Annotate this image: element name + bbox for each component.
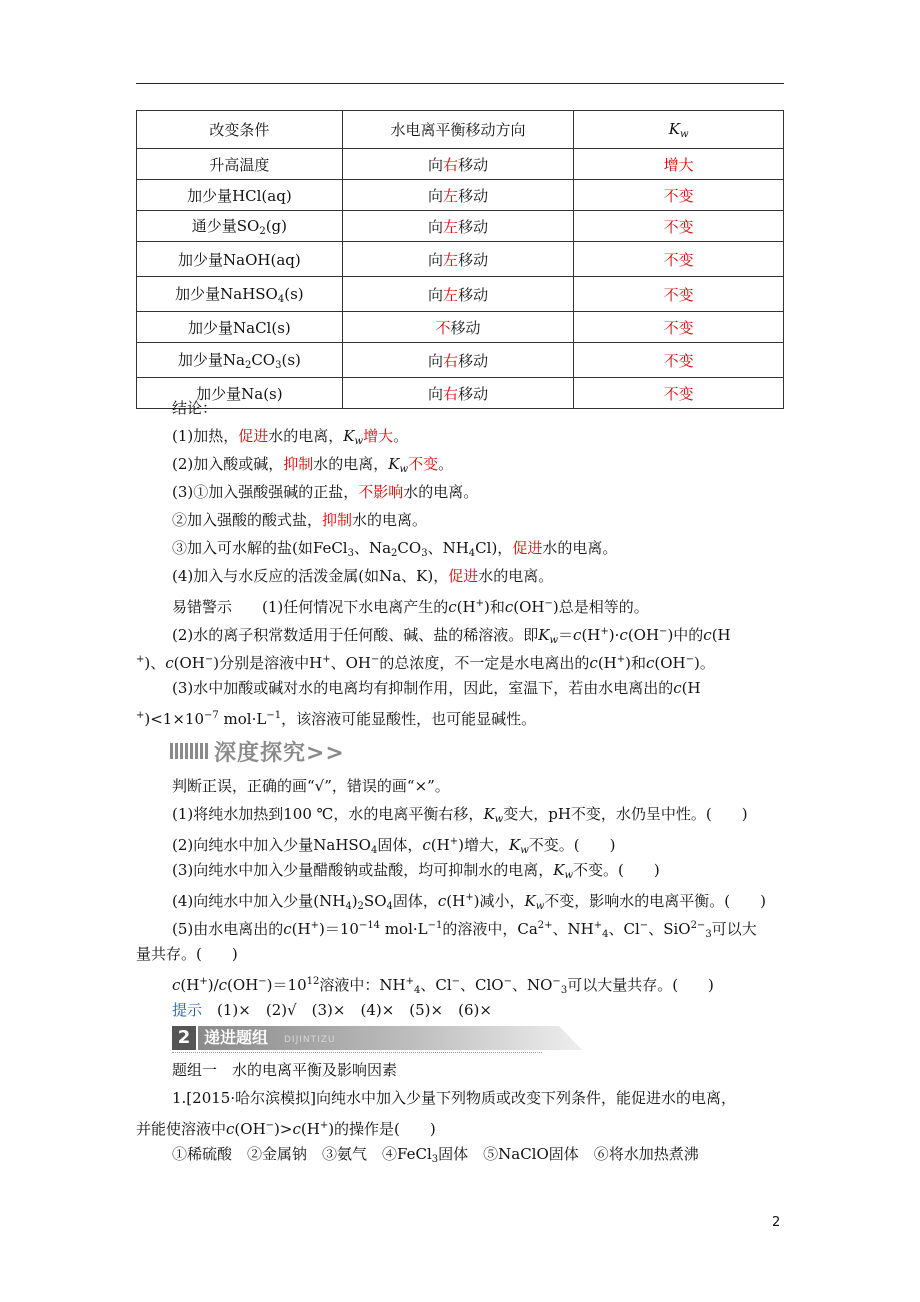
water-ionization-table	[136, 110, 784, 409]
section-number-badge: 2	[172, 1026, 196, 1050]
row-condition: 加少量HCl(aq)	[137, 180, 343, 211]
group-title: 题组一 水的电离平衡及影响因素	[172, 1061, 398, 1079]
exercise-1-line-1: 1.[2015·哈尔滨模拟]向纯水中加入少量下列物质或改变下列条件，能促进水的电离，	[172, 1089, 736, 1107]
warning-line-3: +)、c(OH−)分别是溶液中H+、OH−的总浓度，不一定是水电离出的c(H+)和c(OH−)。	[136, 654, 715, 672]
row-direction: 不移动	[342, 312, 574, 343]
row-condition: 加少量Na(s)	[137, 378, 343, 409]
header-kw: $K_w$	[574, 111, 784, 149]
row-condition: 加少量$Na_2CO_3(s)$	[137, 343, 343, 378]
row-kw: 不变	[574, 277, 784, 312]
row-kw: 不变	[574, 242, 784, 277]
conclusion-line-3: (3)①加入强酸强碱的正盐，不影响水的电离。	[172, 483, 479, 501]
row-condition: 升高温度	[137, 149, 343, 180]
table-row	[137, 180, 784, 211]
table-row	[137, 343, 784, 378]
row-condition: 加少量NaOH(aq)	[137, 242, 343, 277]
banner-subtitle: DIJINTIZU	[284, 1035, 336, 1045]
tip-line	[172, 1000, 492, 1020]
row-direction: 向左移动	[342, 277, 574, 312]
banner-title: 递进题组	[204, 1028, 269, 1047]
banner-stripes-icon	[170, 743, 210, 759]
row-condition: 加少量NaCl(s)	[137, 312, 343, 343]
row-direction: 向左移动	[342, 180, 574, 211]
header-condition: 改变条件	[137, 111, 343, 149]
warning-line-5: $^+)<1\times 10^{-7}$ $mol\cdot L^{-1}$，该溶液可能显酸性，也可能显碱性。	[136, 710, 537, 728]
row-kw: 不变	[574, 312, 784, 343]
header-direction: 水电离平衡移动方向	[342, 111, 574, 149]
header-rule	[136, 83, 784, 84]
question-1: (1)将纯水加热到100 ℃，水的电离平衡右移，$K_w$变大，pH不变，水仍呈中性。( )	[172, 805, 748, 825]
row-direction: 向右移动	[342, 343, 574, 378]
question-5-cont: 量共存。( )	[136, 945, 238, 963]
row-kw: 不变	[574, 211, 784, 242]
warning-line-1: 易错警示 (1)任何情况下水电离产生的c(H+)和c(OH−)总是相等的。	[172, 598, 649, 616]
banner-title: 深度探究>>	[214, 740, 345, 766]
row-kw: 不变	[574, 378, 784, 409]
row-kw: 不变	[574, 180, 784, 211]
row-condition: 加少量NaHSO$_4$(s)	[137, 277, 343, 312]
conclusion-line-5: ③加入可水解的盐(如FeCl$_3$、$Na_2CO_3$、$NH_4Cl$)，促进水的电离。	[172, 539, 618, 559]
exercise-1-line-2: 并能使溶液中c(OH−)>c(H+)的操作是( )	[136, 1120, 436, 1138]
tip-answers: (1)× (2)√ (3)× (4)× (5)× (6)×	[217, 1001, 492, 1019]
tip-label: 提示	[172, 1001, 203, 1019]
row-kw: 不变	[574, 343, 784, 378]
table-row	[137, 149, 784, 180]
question-3: (3)向纯水中加入少量醋酸钠或盐酸，均可抑制水的电离，$K_w$不变。( )	[172, 861, 660, 881]
row-direction: 向左移动	[342, 242, 574, 277]
conclusion-line-4: ②加入强酸的酸式盐，抑制水的电离。	[172, 511, 428, 529]
conclusion-line-6: (4)加入与水反应的活泼金属(如Na、K)，促进水的电离。	[172, 567, 554, 585]
warning-line-4: (3)水中加酸或碱对水的电离均有抑制作用，因此，室温下，若由水电离出的c(H	[172, 679, 701, 697]
row-kw: 增大	[574, 149, 784, 180]
question-2: (2)向纯水中加入少量NaHSO$_4$固体，c(H+)增大，$K_w$不变。( )	[172, 836, 616, 856]
table-row	[137, 378, 784, 409]
row-direction: 向左移动	[342, 211, 574, 242]
table-row	[137, 312, 784, 343]
conclusion-title: 结论：	[172, 399, 218, 417]
row-direction: 向右移动	[342, 149, 574, 180]
warning-line-2: (2)水的离子积常数适用于任何酸、碱、盐的稀溶液。即$K_w=c(H^+)\cdot c(OH^-)$中的c(H	[172, 626, 731, 646]
exercise-1-options: ①稀硫酸 ②金属钠 ③氨气 ④FeCl$_3$固体 ⑤NaClO固体 ⑥将水加热煮沸	[172, 1145, 699, 1165]
question-5: (5)由水电离出的$c(H^+)=10^{-14}$ $mol\cdot L^{-1}$的溶液中，$Ca^{2+}$、$NH^+_4$、Cl−、SiO$^{2-}_3$可以大	[172, 920, 757, 940]
table-row	[137, 211, 784, 242]
deep-exploration-banner	[170, 736, 345, 766]
question-6: $c(H^+)/c(OH^-)=10^{12}$溶液中：$NH^+_4$、Cl−、ClO−、$NO^-_3$可以大量共存。( )	[172, 976, 714, 996]
row-condition: 通少量$SO_2(g)$	[137, 211, 343, 242]
banner-underline	[172, 1052, 542, 1053]
page-number: 2	[772, 1215, 781, 1230]
table-row	[137, 277, 784, 312]
row-direction: 向右移动	[342, 378, 574, 409]
conclusion-line-1: (1)加热，促进水的电离，$K_w$增大。	[172, 427, 409, 447]
conclusion-line-2: (2)加入酸或碱，抑制水的电离，$K_w$不变。	[172, 455, 454, 475]
deep-intro: 判断正误，正确的画“√”，错误的画“×”。	[172, 777, 450, 795]
table-header-row	[137, 111, 784, 149]
question-4: (4)向纯水中加入少量$(NH_4)_2SO_4$固体，c(H+)减小，$K_w$不变，影响水的电离平衡。( )	[172, 892, 766, 912]
progressive-group-banner	[172, 1025, 542, 1053]
table-row	[137, 242, 784, 277]
